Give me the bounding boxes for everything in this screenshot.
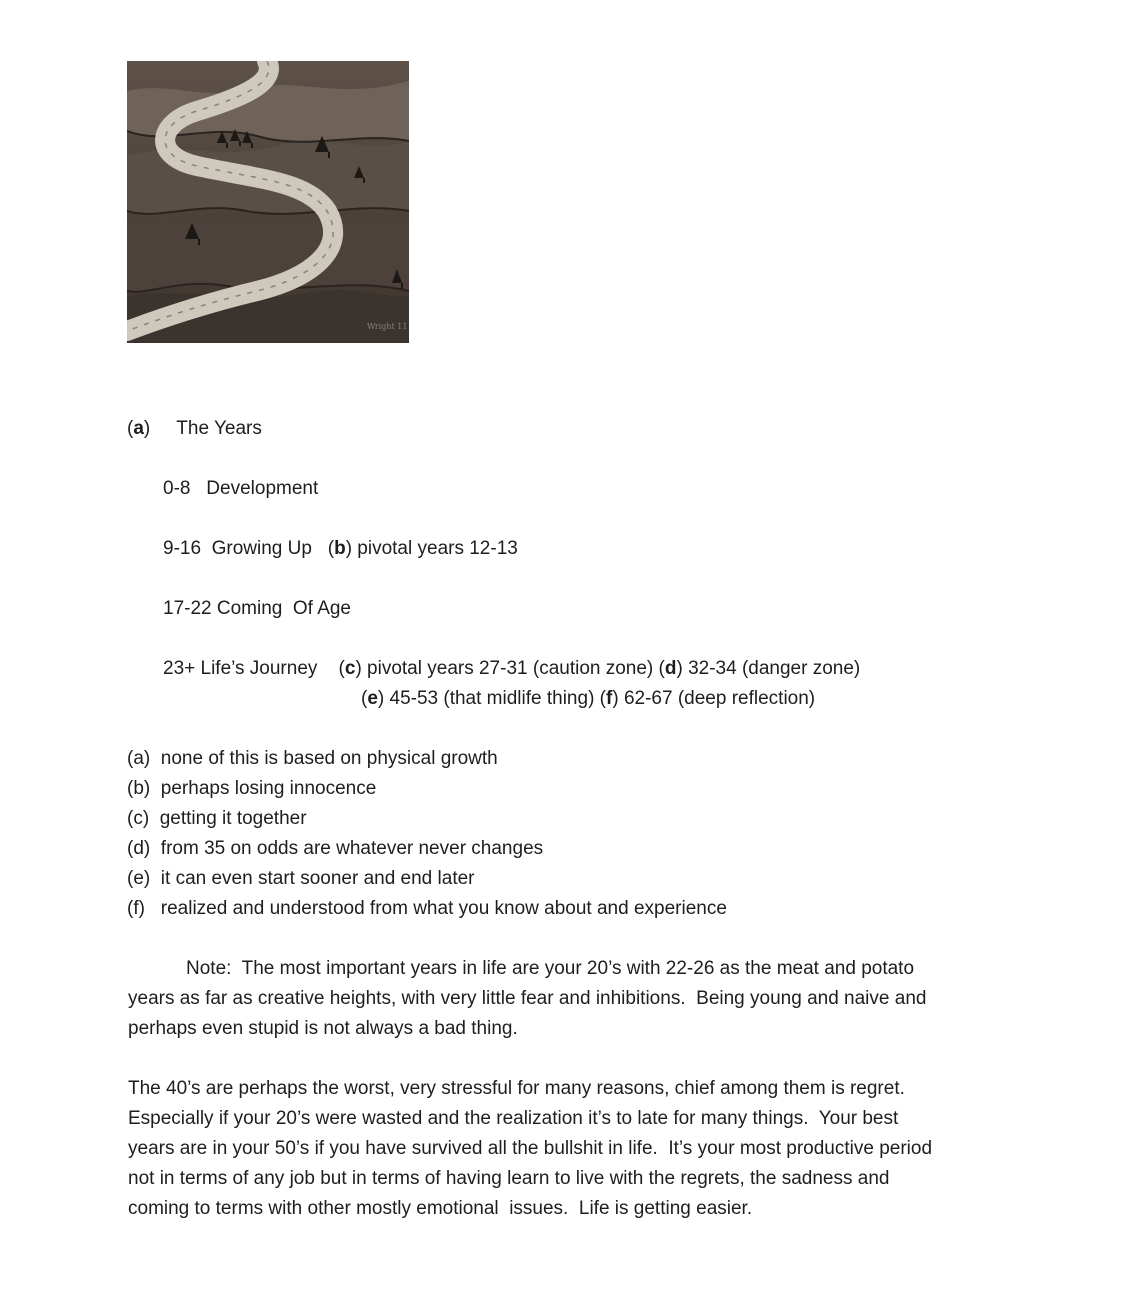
journey-e-text: 45-53 (that midlife thing) — [389, 688, 595, 709]
years-heading — [127, 418, 262, 440]
stage-life-journey: 23+ Life’s Journey (c) pivotal years 27-31 (caution zone) (d) 32-34 (danger zone) — [163, 658, 861, 679]
footnote-text: getting it together — [159, 808, 307, 829]
footnote-e — [127, 868, 475, 890]
journey-c-marker: c — [344, 658, 356, 679]
stage-growing-up: 9-16 Growing Up (b) pivotal years 12-13 — [163, 538, 518, 559]
stage-life-journey-continued: (e) 45-53 (that midlife thing) (f) 62-67 (deep reflection) — [361, 688, 816, 709]
closing-line: The 40’s are perhaps the worst, very stressful for many reasons, chief among them is regret. — [128, 1078, 905, 1099]
footnote-text: perhaps losing innocence — [160, 778, 377, 799]
artist-signature: Wright 11 — [367, 322, 408, 331]
note-paragraph — [128, 954, 1018, 1044]
growing-up-note: pivotal years 12-13 — [357, 538, 518, 559]
closing-line: Especially if your 20’s were wasted and the realization it’s to late for many things. Your best — [128, 1108, 899, 1129]
footnote-marker: (a) — [127, 748, 151, 769]
stage-coming-of-age: 17-22 Coming Of Age — [163, 598, 351, 619]
journey-c-text: pivotal years 27-31 (caution zone) — [367, 658, 654, 679]
footnote-c — [127, 808, 307, 830]
footnote-f — [127, 898, 727, 920]
footnote-marker: (e) — [127, 868, 151, 889]
journey-f-marker: f — [606, 688, 613, 709]
footnote-a — [127, 748, 498, 770]
winding-road-illustration — [127, 61, 409, 343]
closing-line: not in terms of any job but in terms of having learn to live with the regrets, the sadness and — [128, 1168, 890, 1189]
footnote-text: realized and understood from what you know about and experience — [160, 898, 727, 919]
journey-d-marker: d — [664, 658, 677, 679]
stage-development: 0-8 Development — [163, 478, 319, 499]
closing-line: years are in your 50’s if you have survived all the bullshit in life. It’s your most productive period — [128, 1138, 933, 1159]
growing-up-note-marker: b — [334, 538, 346, 559]
years-marker: (a) — [127, 418, 151, 439]
footnote-marker: (d) — [127, 838, 151, 859]
footnote-text: from 35 on odds are whatever never changes — [160, 838, 544, 859]
note-line: Note: The most important years in life are your 20’s with 22-26 as the meat and potato — [186, 958, 915, 979]
footnote-d — [127, 838, 543, 860]
journey-f-text: 62-67 (deep reflection) — [623, 688, 816, 709]
note-line: perhaps even stupid is not always a bad thing. — [128, 1018, 518, 1039]
footnote-text: none of this is based on physical growth — [160, 748, 498, 769]
footnote-text: it can even start sooner and end later — [160, 868, 475, 889]
journey-d-text: 32-34 (danger zone) — [688, 658, 861, 679]
footnote-b — [127, 778, 376, 800]
closing-line: coming to terms with other mostly emotional issues. Life is getting easier. — [128, 1198, 753, 1219]
growing-up-label: 9-16 Growing Up — [163, 538, 312, 559]
footnote-marker: (c) — [127, 808, 150, 829]
journey-e-marker: e — [367, 688, 378, 709]
footnote-marker: (f) — [127, 898, 145, 919]
years-title: The Years — [176, 418, 262, 439]
footnote-marker: (b) — [127, 778, 151, 799]
journey-label: 23+ Life’s Journey — [163, 658, 318, 679]
note-line: years as far as creative heights, with very little fear and inhibitions. Being young and naive and — [128, 988, 927, 1009]
closing-paragraph — [128, 1074, 1018, 1224]
